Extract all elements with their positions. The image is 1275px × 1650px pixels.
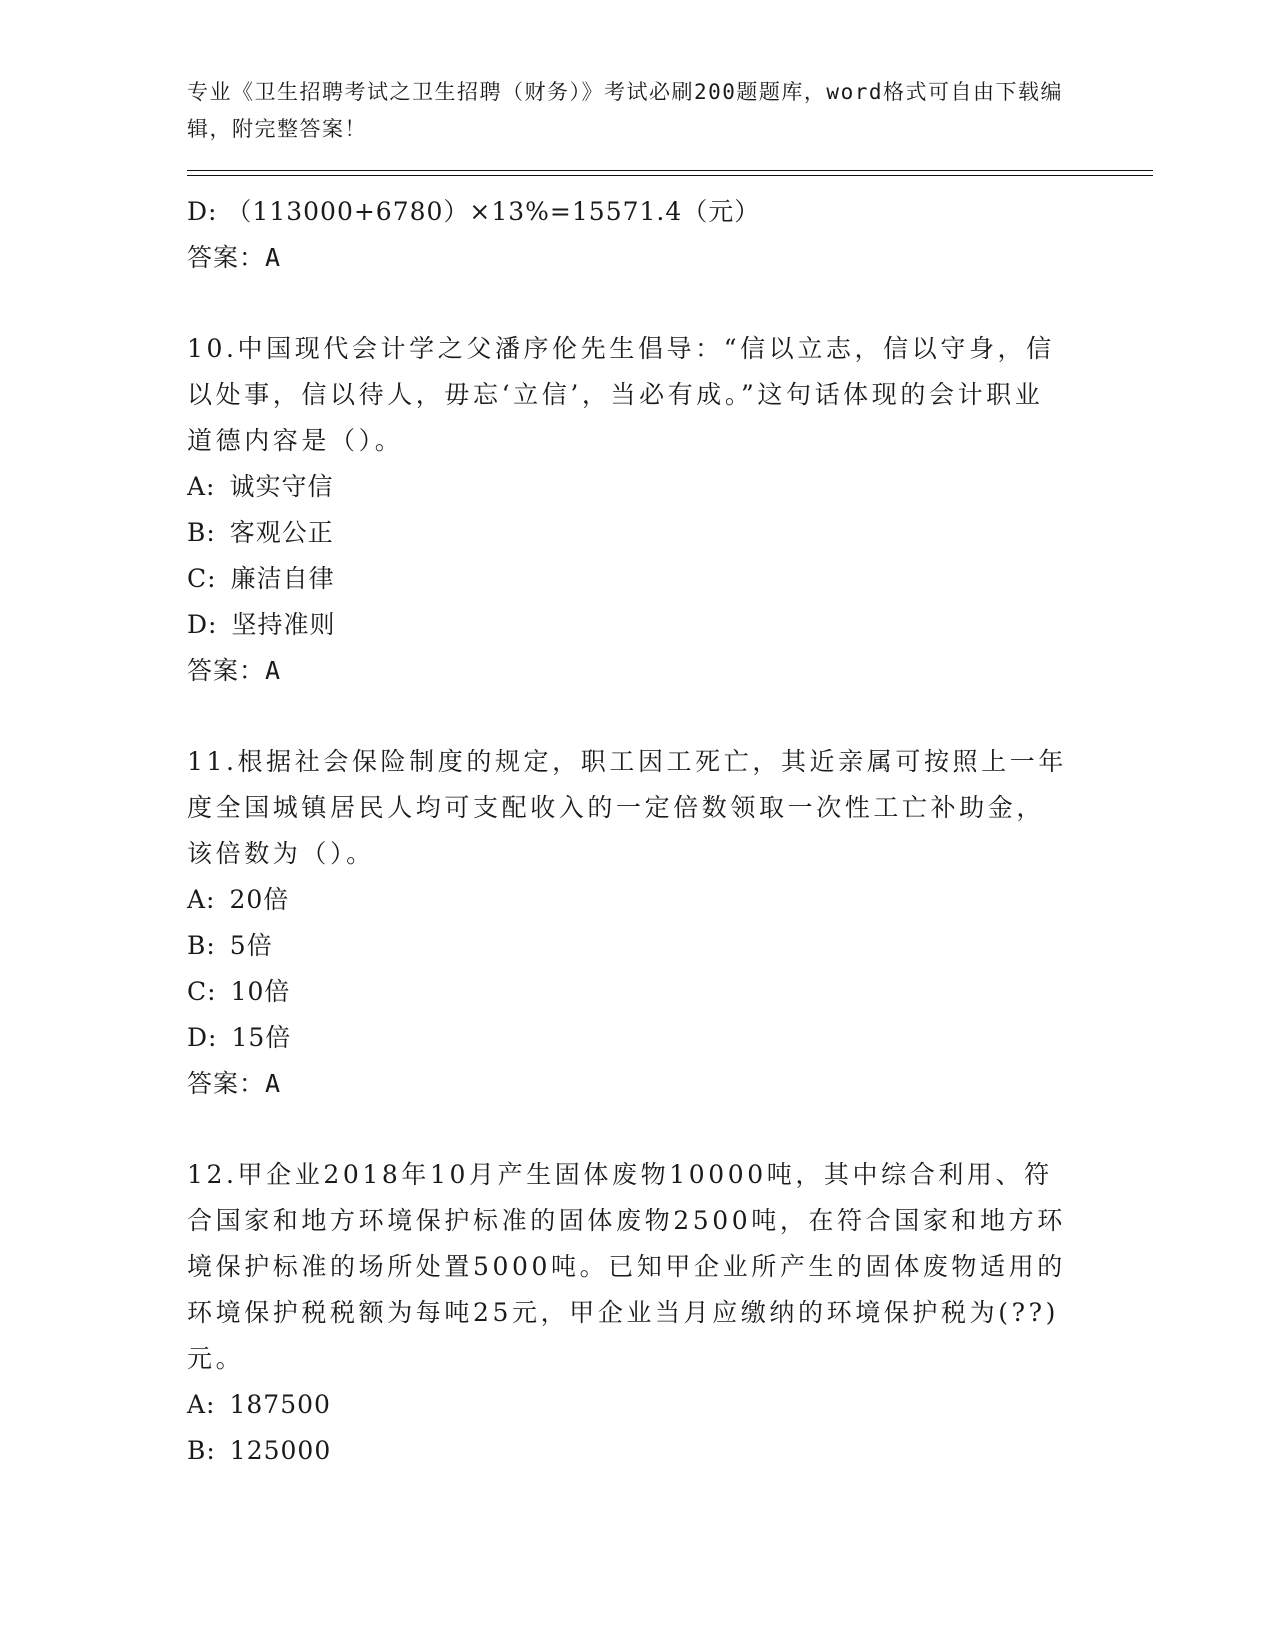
question-10-option-d [187, 602, 1087, 648]
option-key: A: [187, 1390, 216, 1419]
option-key: A: [187, 472, 216, 501]
header-divider-top [187, 170, 1153, 171]
option-key: C: [187, 564, 217, 593]
option-text: 125000 [229, 1436, 332, 1465]
option-text: 20倍 [229, 885, 290, 914]
option-key: A: [187, 885, 216, 914]
question-11-option-d [187, 1015, 1087, 1061]
question-10-option-c [187, 556, 1087, 602]
question-10-option-b [187, 510, 1087, 556]
option-key: B: [187, 518, 216, 547]
option-text: 187500 [229, 1390, 331, 1419]
prev-option-d: D: （113000+6780）×13%=15571.4（元） [187, 197, 761, 226]
question-10-answer: 答案：A [187, 656, 282, 685]
option-key: C: [187, 977, 217, 1006]
question-11-option-b [187, 923, 1087, 969]
question-11-answer: 答案：A [187, 1069, 282, 1098]
option-text: 廉洁自律 [230, 564, 335, 593]
question-12-option-b [187, 1428, 1087, 1474]
spacer [187, 694, 1087, 739]
prev-answer: 答案：A [187, 243, 282, 272]
option-key: B: [187, 1436, 216, 1465]
question-list [187, 189, 1087, 1474]
option-key: D: [187, 1023, 218, 1052]
question-12-stem: 12.甲企业2018年10月产生固体废物10000吨，其中综合利用、符合国家和地方环境保护标准的固体废物2500吨，在符合国家和地方环境保护标准的场所处置5000吨。已知甲企业所产生的固体废物适用的环境保护税税额为每吨25元，甲企业当月应缴纳的环境保护税为(??)元。 [187, 1160, 1066, 1373]
spacer [187, 281, 1087, 326]
option-text: 客观公正 [229, 518, 334, 547]
option-text: 10倍 [230, 977, 291, 1006]
option-text: 坚持准则 [231, 610, 336, 639]
question-10-stem: 10.中国现代会计学之父潘序伦先生倡导：“信以立志，信以守身，信以处事，信以待人，毋忘‘立信’，当必有成。”这句话体现的会计职业道德内容是（）。 [187, 334, 1055, 455]
question-11-option-c [187, 969, 1087, 1015]
option-key: B: [187, 931, 216, 960]
document-header: 专业《卫生招聘考试之卫生招聘（财务）》考试必刷200题题库，word格式可自由下载编辑，附完整答案！ [187, 80, 1063, 141]
question-12-option-a [187, 1382, 1087, 1428]
option-key: D: [187, 610, 218, 639]
option-text: 5倍 [229, 931, 273, 960]
header-divider-bottom [187, 175, 1153, 176]
question-10-option-a [187, 464, 1087, 510]
spacer [187, 1107, 1087, 1152]
question-11-stem: 11.根据社会保险制度的规定，职工因工死亡，其近亲属可按照上一年度全国城镇居民人均可支配收入的一定倍数领取一次性工亡补助金，该倍数为（）。 [187, 747, 1067, 868]
question-11-option-a [187, 877, 1087, 923]
option-text: 诚实守信 [229, 472, 334, 501]
option-text: 15倍 [231, 1023, 292, 1052]
